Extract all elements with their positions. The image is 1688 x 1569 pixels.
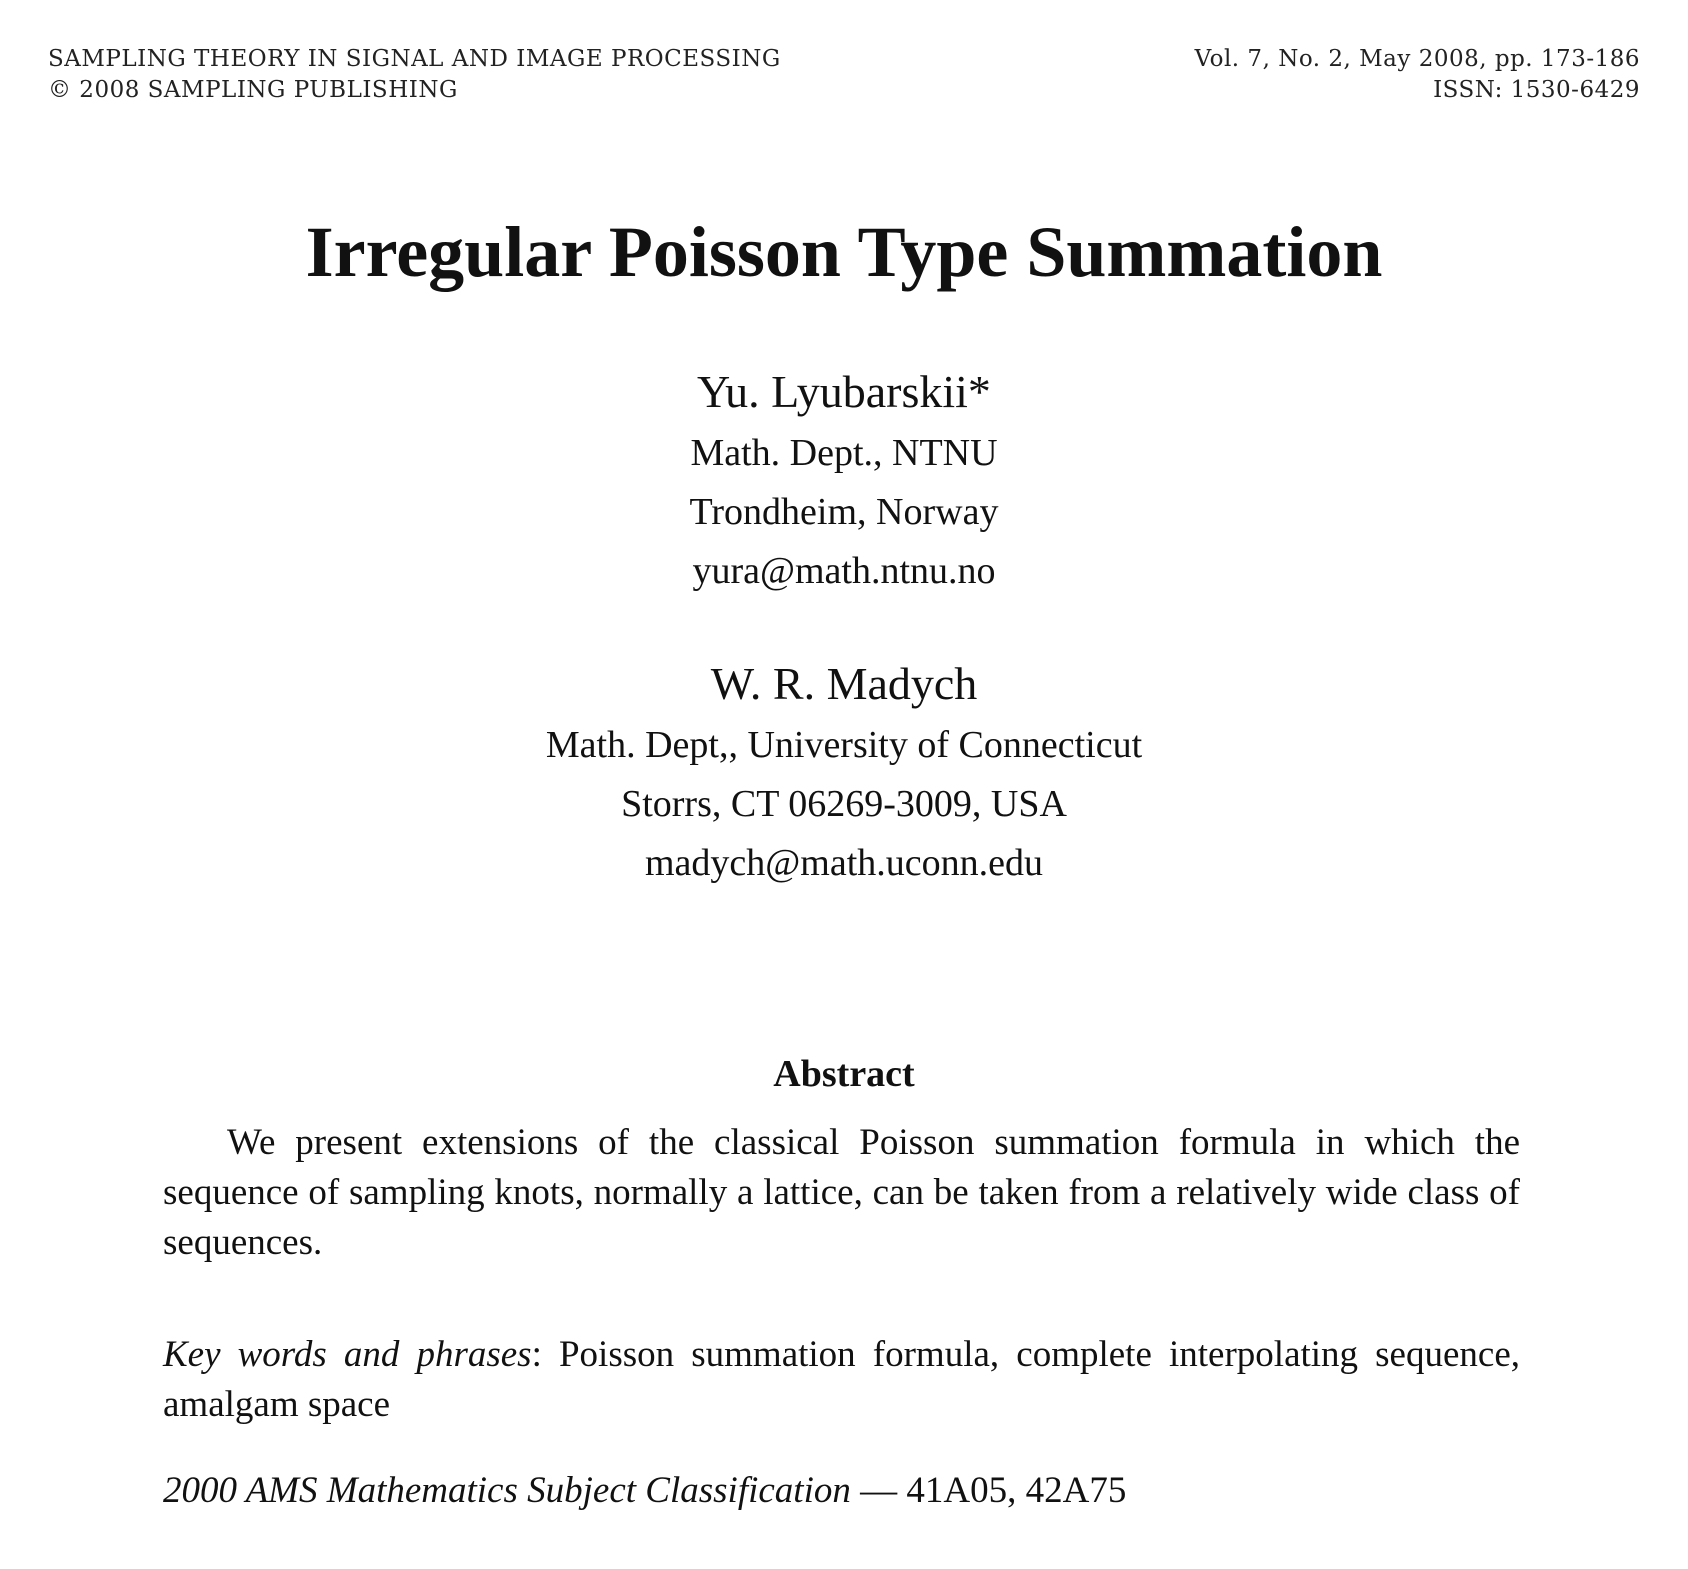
keywords-text: Poisson summation formula, complete interpolating sequence, amalgam space xyxy=(163,1334,1520,1425)
msc-classification xyxy=(163,1466,1520,1516)
journal-header-right xyxy=(1195,44,1640,106)
abstract-text: We present extensions of the classical Poisson summation formula in which the sequence of sampling knots, normally a lattice, can be taken from a relatively wide class of sequences. xyxy=(163,1122,1520,1263)
author-location: Storrs, CT 06269-3009, USA xyxy=(621,783,1067,825)
author-affiliation: Math. Dept., NTNU xyxy=(690,432,998,474)
msc-codes: — 41A05, 42A75 xyxy=(850,1470,1127,1511)
keywords-separator: : xyxy=(531,1334,542,1375)
author-location: Trondheim, Norway xyxy=(689,491,999,533)
issn: ISSN: 1530-6429 xyxy=(1433,77,1640,103)
author-email: madych@math.uconn.edu xyxy=(645,842,1043,884)
author-email: yura@math.ntnu.no xyxy=(692,550,996,592)
paper-title: Irregular Poisson Type Summation xyxy=(305,212,1383,292)
abstract-heading: Abstract xyxy=(773,1053,915,1095)
author-name: W. R. Madych xyxy=(710,658,978,709)
author-block-2 xyxy=(0,652,1688,893)
journal-name: SAMPLING THEORY IN SIGNAL AND IMAGE PROCESSING xyxy=(48,46,781,72)
author-name: Yu. Lyubarskii* xyxy=(697,366,991,417)
journal-header-left xyxy=(48,44,781,106)
copyright-line: © 2008 SAMPLING PUBLISHING xyxy=(48,77,458,103)
author-affiliation: Math. Dept,, University of Connecticut xyxy=(545,724,1143,766)
volume-info: Vol. 7, No. 2, May 2008, pp. 173-186 xyxy=(1194,46,1640,72)
msc-label: 2000 AMS Mathematics Subject Classification xyxy=(163,1470,851,1511)
author-block-1 xyxy=(0,360,1688,601)
keywords-paragraph xyxy=(163,1330,1520,1430)
keywords-label: Key words and phrases xyxy=(163,1334,532,1375)
